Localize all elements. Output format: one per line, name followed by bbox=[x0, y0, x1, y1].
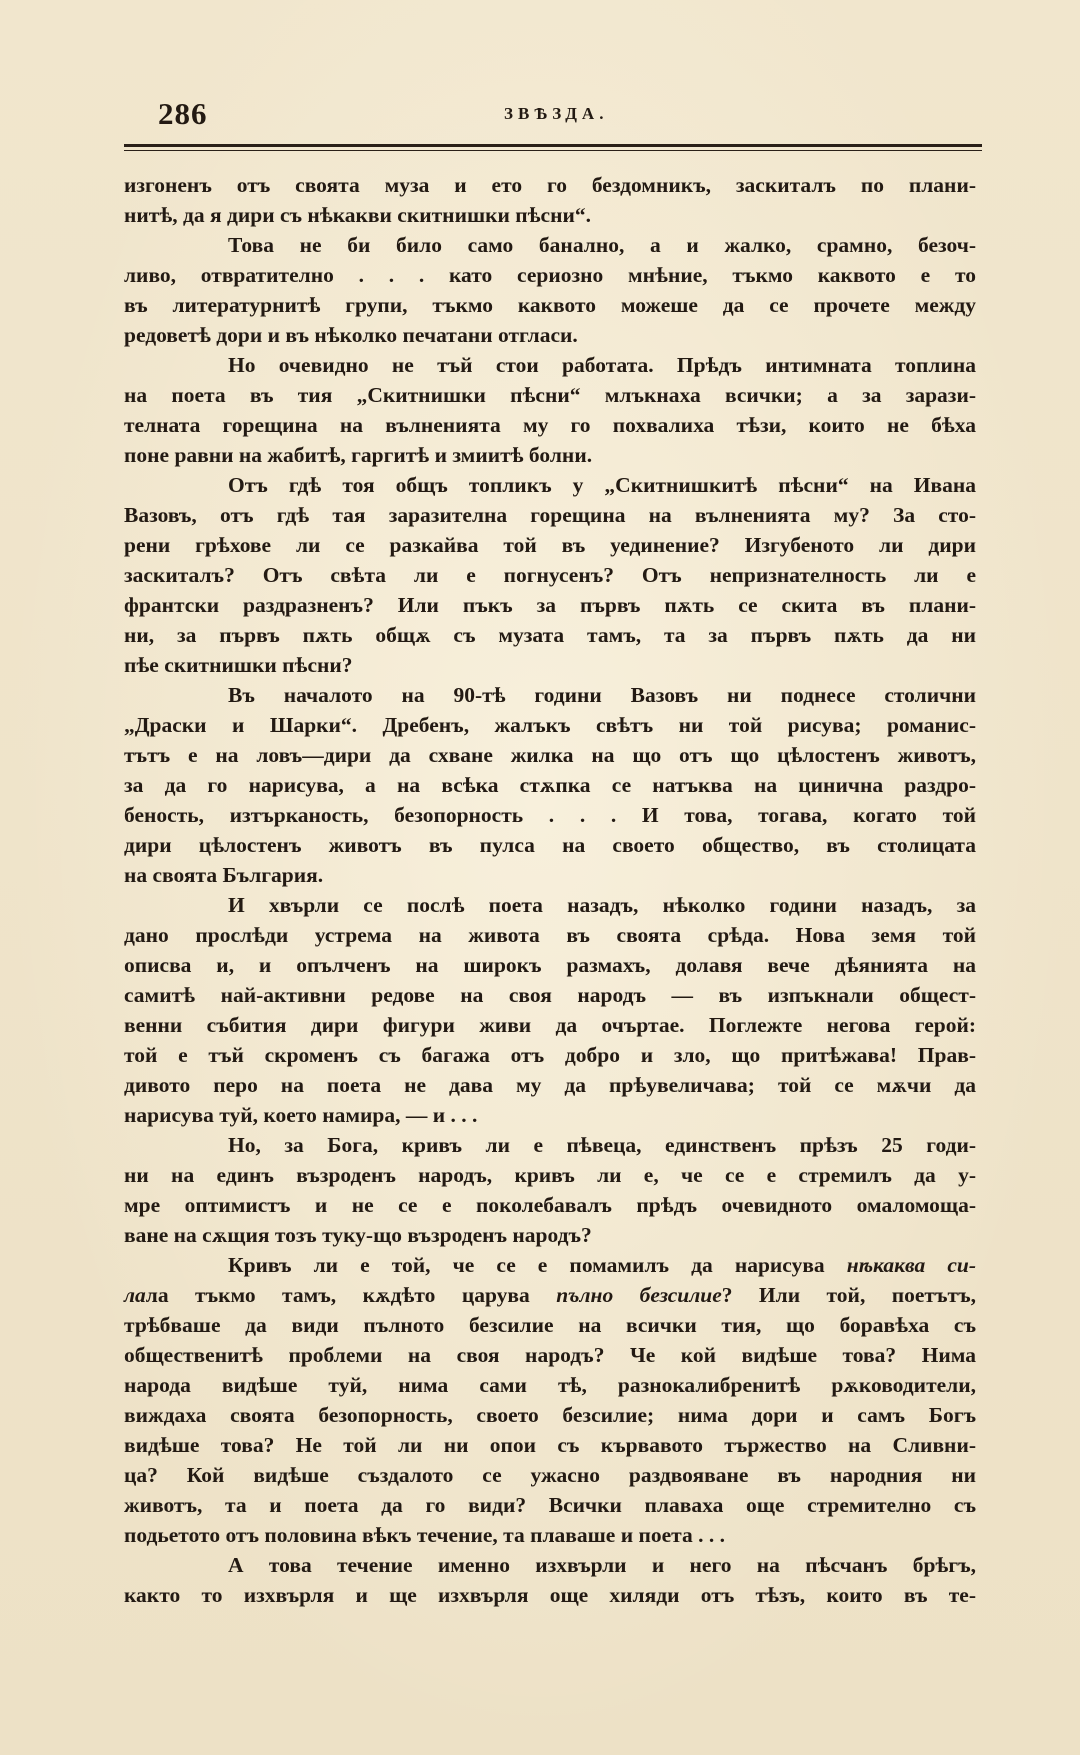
text-line: А това течение именно изхвърли и него на пѣсчанъ брѣгъ, bbox=[228, 1553, 976, 1577]
text-line: ливо, отвратително . . . като сериозно мнѣние, тъкмо каквото е то bbox=[124, 263, 976, 287]
paragraph-6 bbox=[124, 890, 976, 1130]
page-number: 286 bbox=[158, 96, 208, 131]
text-line: общественитѣ проблеми на своя народъ? Че кой видѣше това? Нима bbox=[124, 1343, 976, 1367]
text-line: ца? Кой видѣше създалото се ужасно раздвояване въ народния ни bbox=[124, 1463, 976, 1487]
text-line: подьетото отъ половина вѣкъ течение, та плаваше и поета . . . bbox=[124, 1523, 725, 1547]
text-line: той е тъй скроменъ съ багажа отъ добро и зло, що притѣжава! Прав- bbox=[124, 1043, 976, 1067]
italic-phrase: пълно безсилие bbox=[556, 1283, 722, 1307]
text-line: заскиталъ? Отъ свѣта ли е погнусенъ? Отъ непризнателность ли е bbox=[124, 563, 976, 587]
paragraph-5 bbox=[124, 680, 976, 890]
paragraph-7 bbox=[124, 1130, 976, 1250]
text-line: тътъ е на ловъ—дири да схване жилка на що отъ що цѣлостенъ животъ, bbox=[124, 743, 976, 767]
text-line: за да го нарисува, а на всѣка стѫпка се натъква на цинична раздро- bbox=[124, 773, 976, 797]
text-line: поне равни на жабитѣ, гаргитѣ и змиитѣ болни. bbox=[124, 443, 593, 467]
text-line: изгоненъ отъ своята муза и ето го бездомникъ, заскиталъ по плани- bbox=[124, 173, 976, 197]
paragraph-3 bbox=[124, 350, 976, 470]
paragraph-2 bbox=[124, 230, 976, 350]
text-line: нарисува туй, което намира, — и . . . bbox=[124, 1103, 478, 1127]
text-line: франтски раздразненъ? Или пъкъ за първъ пѫть се скита въ плани- bbox=[124, 593, 976, 617]
text-line bbox=[124, 1250, 976, 1280]
header-rule-thick bbox=[124, 144, 982, 147]
text-line: И хвърли се послѣ поета назадъ, нѣколко години назадъ, за bbox=[228, 893, 976, 917]
text-line: телната горещина на вълненията му го похвалиха тѣзи, които не бѣха bbox=[124, 413, 976, 437]
text-line: ни на единъ възроденъ народъ, кривъ ли е, че се е стремилъ да у- bbox=[124, 1163, 976, 1187]
text-line: Това не би било само банално, а и жалко, срамно, безоч- bbox=[228, 233, 976, 257]
text-run: ? Или той, поетътъ, bbox=[721, 1283, 976, 1307]
text-line: описва и, и опълченъ на широкъ размахъ, долавя вече дѣянията на bbox=[124, 953, 976, 977]
text-line: ване на сѫщия тозъ туку-що възроденъ народъ? bbox=[124, 1223, 592, 1247]
text-line: мре оптимистъ и не се е поколебавалъ прѣдъ очевидното омаломощa- bbox=[124, 1193, 976, 1217]
paragraph-4 bbox=[124, 470, 976, 680]
text-line: дири цѣлостенъ животъ въ пулса на своето общество, въ столицата bbox=[124, 833, 976, 857]
text-line: Въ началото на 90-тѣ години Вазовъ ни поднесе столични bbox=[228, 683, 976, 707]
text-run: Кривъ ли е той, че се е помамилъ да нарисува bbox=[228, 1253, 847, 1277]
italic-phrase: нѣкаква си- bbox=[846, 1253, 976, 1277]
text-line: „Драски и Шарки“. Дребенъ, жалъкъ свѣтъ ни той рисува; романис- bbox=[124, 713, 976, 737]
paragraph-8 bbox=[124, 1250, 976, 1550]
text-line: пѣе скитнишки пѣсни? bbox=[124, 653, 353, 677]
text-line: както то изхвърля и ще изхвърля още хиляди отъ тѣзъ, които въ те- bbox=[124, 1583, 976, 1607]
text-line: животъ, та и поета да го види? Всички плаваха още стремително съ bbox=[124, 1493, 976, 1517]
text-line: венни събития дири фигури живи да очъртае. Поглежте негова герой: bbox=[124, 1013, 976, 1037]
text-line: дивото перо на поета не дава му да прѣувеличава; той се мѫчи да bbox=[124, 1073, 976, 1097]
text-line bbox=[124, 1280, 976, 1310]
body-text bbox=[124, 170, 976, 1610]
text-line: народа видѣше туй, нима сами тѣ, разнокалибренитѣ рѫководители, bbox=[124, 1373, 976, 1397]
header-rule-thin bbox=[124, 150, 982, 151]
text-line: Вазовъ, отъ гдѣ тая заразителна горещина на вълненията му? За сто- bbox=[124, 503, 976, 527]
text-line: Отъ гдѣ тоя общъ топликъ у „Скитнишкитѣ пѣсни“ на Ивана bbox=[228, 473, 976, 497]
text-line: на поета въ тия „Скитнишки пѣсни“ млъкнаха всички; а за зарази- bbox=[124, 383, 976, 407]
text-line: дано прослѣди устрема на живота въ своята срѣда. Нова земя той bbox=[124, 923, 976, 947]
text-line: на своята България. bbox=[124, 863, 324, 887]
italic-phrase: ла bbox=[124, 1283, 146, 1307]
text-line: редоветѣ дори и въ нѣколко печатани отгласи. bbox=[124, 323, 578, 347]
text-line: Но, за Бога, кривъ ли е пѣвеца, единственъ прѣзъ 25 годи- bbox=[228, 1133, 976, 1157]
running-head bbox=[158, 96, 982, 136]
text-line: беность, изтърканость, безопорность . . . И това, тогава, когато той bbox=[124, 803, 976, 827]
text-line: рени грѣхове ли се разкайва той въ уединение? Изгубеното ли дири bbox=[124, 533, 976, 557]
paragraph-9 bbox=[124, 1550, 976, 1610]
text-line: видѣше това? Не той ли ни опои съ кървавото тържество на Сливни- bbox=[124, 1433, 976, 1457]
text-line: ни, за първъ пѫть общѫ съ музата тамъ, та за първъ пѫть да ни bbox=[124, 623, 976, 647]
paragraph-1 bbox=[124, 170, 976, 230]
text-run: ла тъкмо тамъ, кѫдѣто царува bbox=[145, 1283, 557, 1307]
text-line: трѣбваше да види пълното безсилие на всички тия, що боравѣха съ bbox=[124, 1313, 976, 1337]
text-line: въ литературнитѣ групи, тъкмо каквото можеше да се прочете между bbox=[124, 293, 976, 317]
text-line: виждаха своята безопорность, своето безсилие; нима дори и самъ Богъ bbox=[124, 1403, 976, 1427]
text-line: самитѣ най-активни редове на своя народъ — въ изпъкнали общест- bbox=[124, 983, 976, 1007]
text-line: Но очевидно не тъй стои работата. Прѣдъ интимната топлина bbox=[228, 353, 976, 377]
journal-title: ЗВѢЗДА. bbox=[504, 104, 609, 123]
text-line: нитѣ, да я дири съ нѣкакви скитнишки пѣсни“. bbox=[124, 203, 591, 227]
